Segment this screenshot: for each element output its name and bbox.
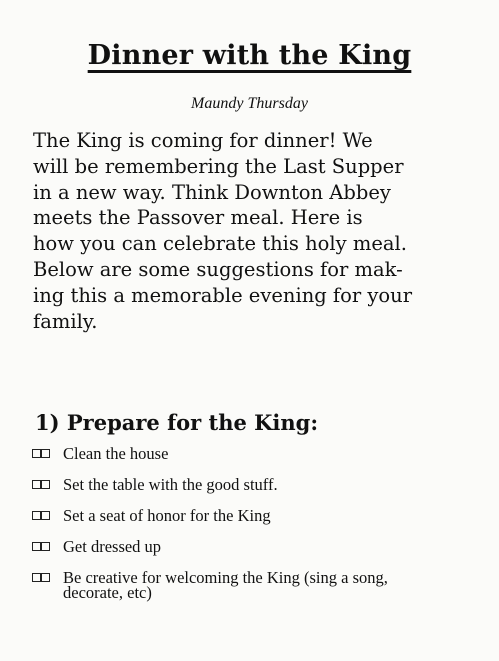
subtitle: Maundy Thursday <box>191 95 308 112</box>
checkbox[interactable] <box>32 449 52 459</box>
checklist-item-label: Set the table with the good stuff. <box>63 475 278 494</box>
checklist-item-be-creative <box>32 570 482 600</box>
intro-line: ing this a memorable evening for your <box>33 283 413 307</box>
section-heading: 1) Prepare for the King: <box>35 410 319 435</box>
checklist-item-label: Set a seat of honor for the King <box>63 506 271 525</box>
checklist-item-get-dressed <box>32 539 482 554</box>
checklist-item-label <box>63 570 388 600</box>
intro-line: how you can celebrate this holy meal. <box>33 232 407 256</box>
checklist-item-label: Clean the house <box>63 444 169 463</box>
checklist-item-set-table <box>32 477 482 492</box>
checklist <box>32 446 482 616</box>
page-title <box>0 40 499 71</box>
checkbox[interactable] <box>32 542 52 552</box>
intro-line: Below are some suggestions for mak- <box>33 257 403 281</box>
checkbox[interactable] <box>32 511 52 521</box>
intro-line: will be remembering the Last Supper <box>33 154 404 178</box>
checklist-item-seat-of-honor <box>32 508 482 523</box>
intro-line: in a new way. Think Downton Abbey <box>33 180 391 204</box>
checklist-item-clean-house <box>32 446 482 461</box>
intro-line: family. <box>33 309 98 333</box>
checklist-item-label-line: decorate, etc) <box>63 583 152 602</box>
intro-paragraph <box>33 128 483 334</box>
checklist-item-label: Get dressed up <box>63 537 162 556</box>
intro-line: meets the Passover meal. Here is <box>33 206 363 230</box>
checklist-item-label-line: Be creative for welcoming the King (sing a song, <box>63 568 388 587</box>
title-text: Dinner with the King <box>87 40 412 71</box>
checkbox[interactable] <box>32 480 52 490</box>
intro-line: The King is coming for dinner! We <box>33 129 373 152</box>
checkbox[interactable] <box>32 573 52 583</box>
